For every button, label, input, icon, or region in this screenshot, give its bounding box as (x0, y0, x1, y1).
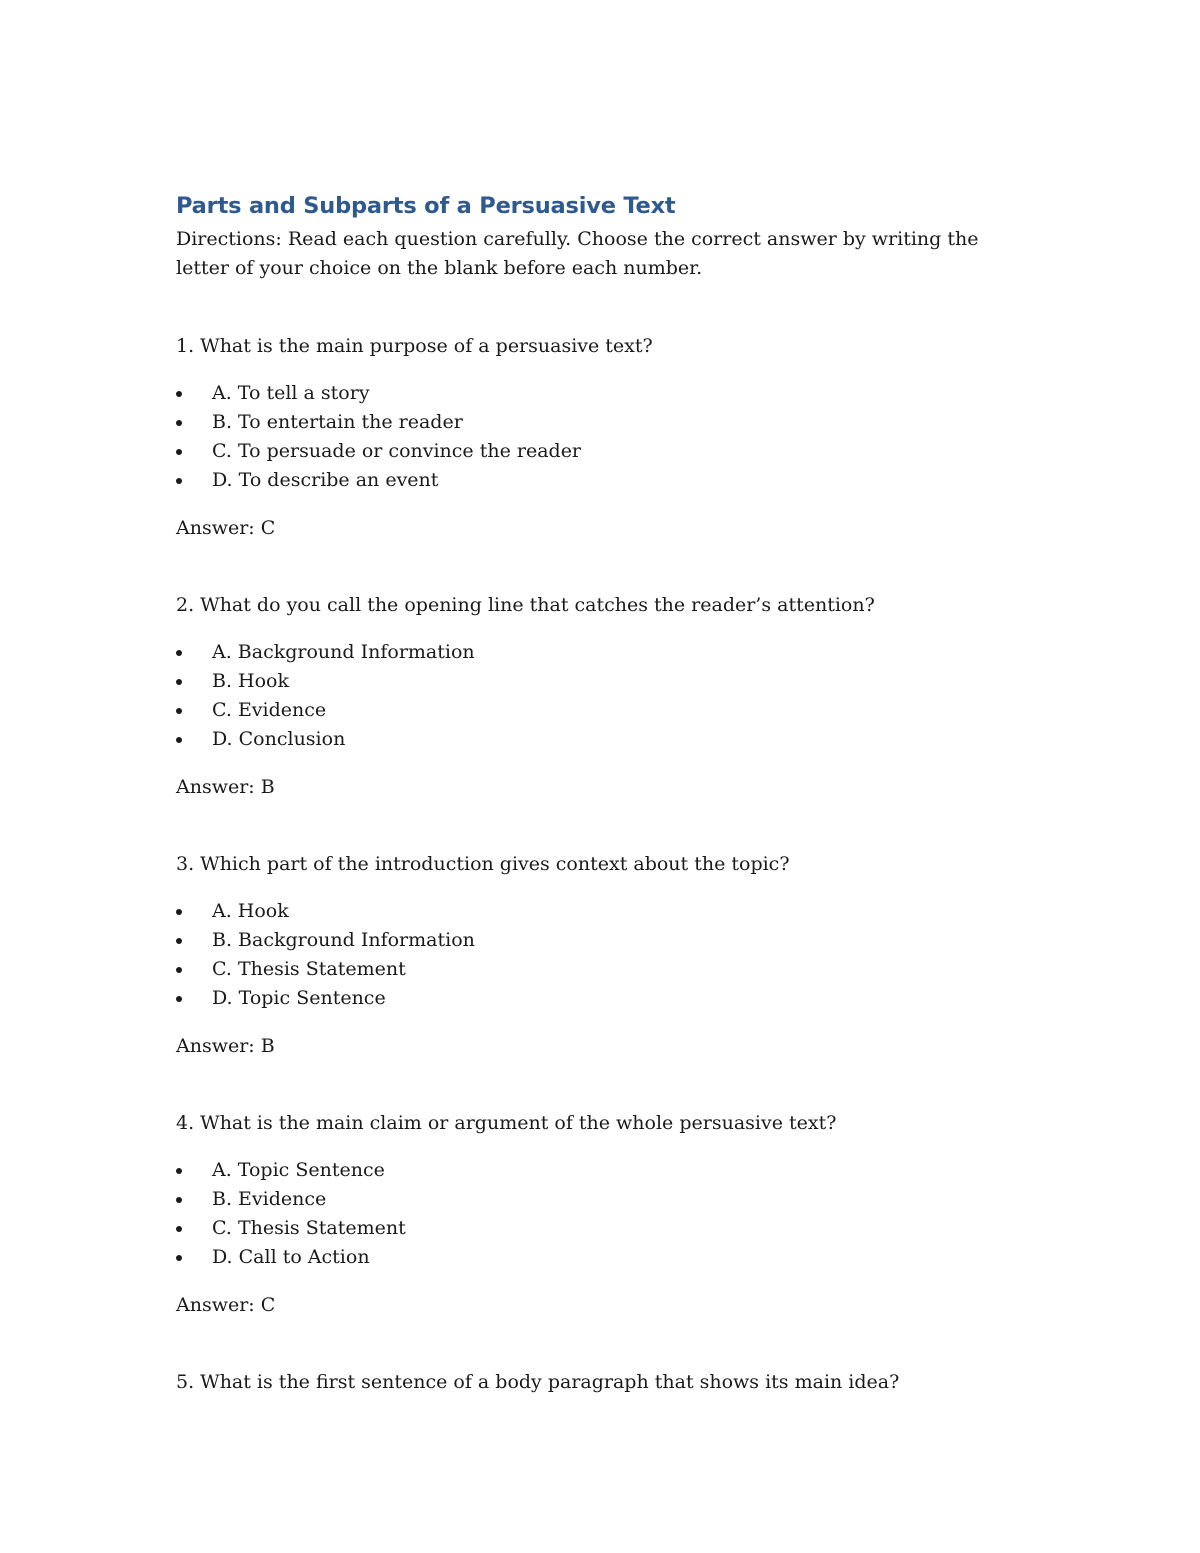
bullet-icon (176, 1255, 182, 1261)
document-content (176, 190, 1036, 1415)
question-text: 4. What is the main claim or argument of the whole persuasive text? (176, 1112, 837, 1134)
option-label: C. Thesis Statement (212, 958, 406, 980)
option-item (176, 1243, 1036, 1272)
question-text: 3. Which part of the introduction gives context about the topic? (176, 853, 790, 875)
option-item (176, 466, 1036, 495)
option-label: A. Background Information (212, 641, 475, 663)
bullet-icon (176, 650, 182, 656)
option-label: D. To describe an event (212, 469, 439, 491)
bullet-icon (176, 967, 182, 973)
option-label: A. Topic Sentence (212, 1159, 385, 1181)
bullet-icon (176, 478, 182, 484)
options-list (176, 379, 1036, 495)
option-label: C. To persuade or convince the reader (212, 440, 582, 462)
option-item (176, 725, 1036, 754)
option-label: A. To tell a story (212, 382, 370, 404)
option-item (176, 408, 1036, 437)
option-item (176, 667, 1036, 696)
option-item (176, 696, 1036, 725)
option-item (176, 437, 1036, 466)
options-list (176, 897, 1036, 1013)
answer-text: Answer: C (176, 1294, 276, 1316)
bullet-icon (176, 449, 182, 455)
option-item (176, 926, 1036, 955)
option-item (176, 897, 1036, 926)
option-label: B. Hook (212, 670, 290, 692)
bullet-icon (176, 391, 182, 397)
bullet-icon (176, 420, 182, 426)
answer-text: Answer: C (176, 517, 276, 539)
bullet-icon (176, 909, 182, 915)
option-item (176, 1156, 1036, 1185)
answer-text: Answer: B (176, 1035, 275, 1057)
bullet-icon (176, 1226, 182, 1232)
option-label: C. Thesis Statement (212, 1217, 406, 1239)
option-item (176, 984, 1036, 1013)
directions-text: Directions: Read each question carefully. Choose the correct answer by writing the letter of your choice on the blank before each number. (176, 228, 979, 279)
option-label: D. Call to Action (212, 1246, 370, 1268)
option-label: C. Evidence (212, 699, 327, 721)
question-text: 1. What is the main purpose of a persuasive text? (176, 335, 653, 357)
answer-text: Answer: B (176, 776, 275, 798)
options-list (176, 1156, 1036, 1272)
bullet-icon (176, 708, 182, 714)
option-item (176, 1185, 1036, 1214)
bullet-icon (176, 1197, 182, 1203)
option-label: B. Background Information (212, 929, 475, 951)
option-item (176, 379, 1036, 408)
bullet-icon (176, 737, 182, 743)
option-label: D. Conclusion (212, 728, 346, 750)
page-title: Parts and Subparts of a Persuasive Text (176, 193, 676, 219)
question-text: 2. What do you call the opening line that catches the reader’s attention? (176, 594, 875, 616)
bullet-icon (176, 938, 182, 944)
option-item (176, 955, 1036, 984)
option-item (176, 638, 1036, 667)
option-label: A. Hook (212, 900, 289, 922)
option-label: B. To entertain the reader (212, 411, 463, 433)
bullet-icon (176, 1168, 182, 1174)
option-label: D. Topic Sentence (212, 987, 386, 1009)
question-text: 5. What is the first sentence of a body paragraph that shows its main idea? (176, 1371, 900, 1393)
bullet-icon (176, 679, 182, 685)
options-list (176, 638, 1036, 754)
option-label: B. Evidence (212, 1188, 327, 1210)
bullet-icon (176, 996, 182, 1002)
option-item (176, 1214, 1036, 1243)
